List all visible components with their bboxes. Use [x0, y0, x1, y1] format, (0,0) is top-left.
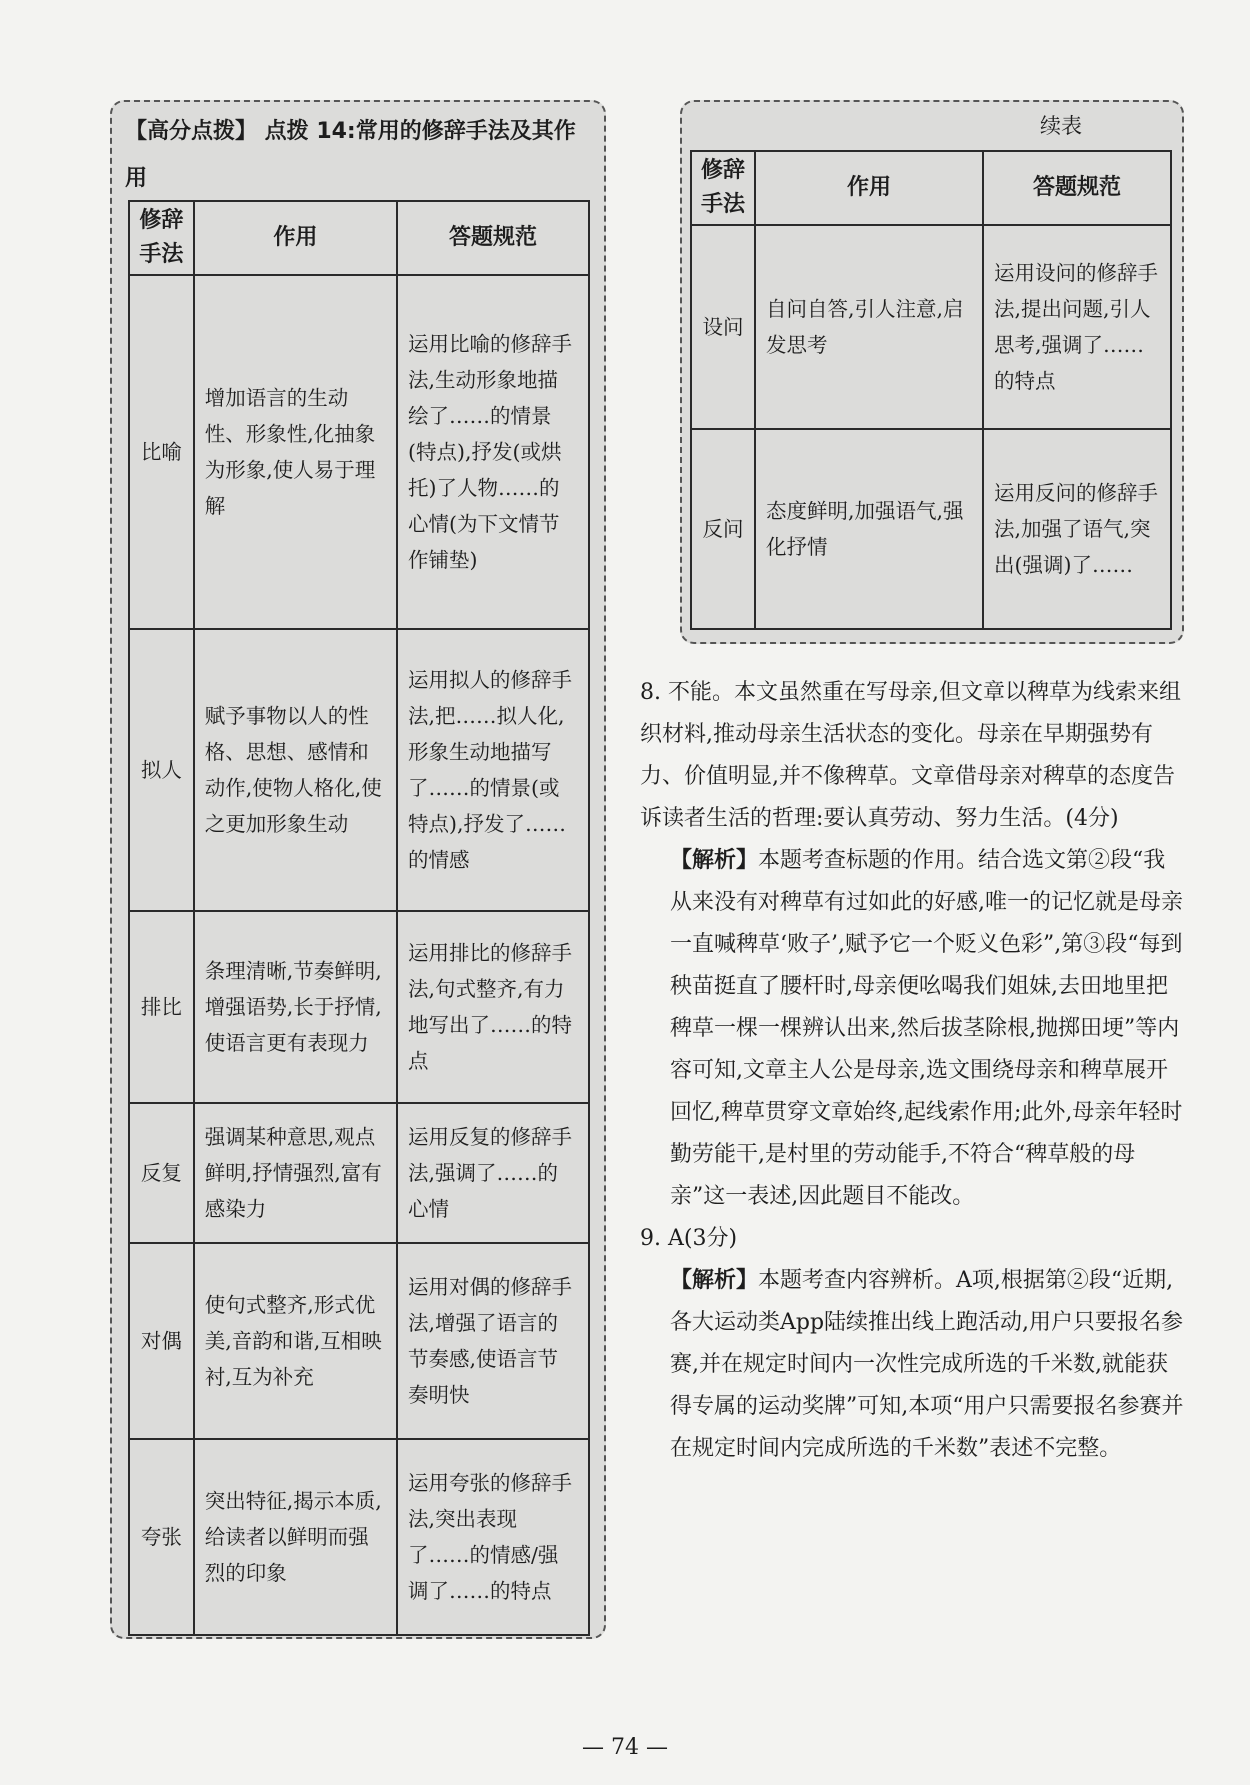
device-effect: 态度鲜明,加强语气,强化抒情 [755, 429, 983, 629]
rhetoric-table-continued [690, 150, 1172, 630]
device-name: 夸张 [129, 1439, 194, 1635]
device-effect: 使句式整齐,形式优美,音韵和谐,互相映衬,互为补充 [194, 1243, 397, 1439]
device-effect: 赋予事物以人的性格、思想、感情和动作,使物人格化,使之更加形象生动 [194, 629, 397, 911]
analysis-tag: 【解析】 [670, 1268, 759, 1293]
table-row [129, 1243, 589, 1439]
answer-9 [640, 1218, 1185, 1260]
device-effect: 自问自答,引人注意,启发思考 [755, 225, 983, 429]
tip-title: 【高分点拨】 点拨 14:常用的修辞手法及其作用 [125, 119, 576, 191]
table-row [129, 911, 589, 1103]
answer-section [640, 672, 1185, 1470]
header-effect: 作用 [755, 151, 983, 225]
device-name: 比喻 [129, 275, 194, 629]
analysis-9 [640, 1260, 1185, 1470]
header-device: 修辞手法 [691, 151, 755, 225]
device-name: 对偶 [129, 1243, 194, 1439]
table-row [129, 1103, 589, 1243]
device-effect: 增加语言的生动性、形象性,化抽象为形象,使人易于理解 [194, 275, 397, 629]
table-row [691, 429, 1171, 629]
question-number: 8. [640, 680, 661, 705]
device-effect: 强调某种意思,观点鲜明,抒情强烈,富有感染力 [194, 1103, 397, 1243]
question-number: 9. [640, 1226, 661, 1251]
header-answer: 答题规范 [983, 151, 1171, 225]
device-effect: 突出特征,揭示本质,给读者以鲜明而强烈的印象 [194, 1439, 397, 1635]
answer-8 [640, 672, 1185, 840]
table-row [129, 1439, 589, 1635]
page-number: — 74 — [582, 1735, 668, 1760]
device-answer: 运用设问的修辞手法,提出问题,引人思考,强调了……的特点 [983, 225, 1171, 429]
device-effect: 条理清晰,节奏鲜明,增强语势,长于抒情,使语言更有表现力 [194, 911, 397, 1103]
table-row [129, 629, 589, 911]
analysis-8 [640, 840, 1185, 1218]
table-row [691, 225, 1171, 429]
analysis-text: 本题考查内容辨析。A项,根据第②段“近期,各大运动类App陆续推出线上跑活动,用户只要报名参赛,并在规定时间内一次性完成所选的千米数,就能获得专属的运动奖牌”可知,本项“用户只需要报名参赛并在规定时间内完成所选的千米数”表述不完整。 [670, 1268, 1184, 1461]
device-answer: 运用排比的修辞手法,句式整齐,有力地写出了……的特点 [397, 911, 589, 1103]
answer-text: 不能。本文虽然重在写母亲,但文章以稗草为线索来组织材料,推动母亲生活状态的变化。母亲在早期强势有力、价值明显,并不像稗草。文章借母亲对稗草的态度告诉读者生活的哲理:要认真劳动、努力生活。(4分) [640, 680, 1181, 831]
table-row [129, 275, 589, 629]
device-name: 拟人 [129, 629, 194, 911]
header-answer: 答题规范 [397, 201, 589, 275]
analysis-text: 本题考查标题的作用。结合选文第②段“我从来没有对稗草有过如此的好感,唯一的记忆就是母亲一直喊稗草‘败子’,赋予它一个贬义色彩”,第③段“每到秧苗挺直了腰杆时,母亲便吆喝我们姐妹,去田地里把稗草一棵一棵辨认出来,然后拔茎除根,抛掷田埂”等内容可知,文章主人公是母亲,选文围绕母亲和稗草展开回忆,稗草贯穿文章始终,起线索作用;此外,母亲年轻时勤劳能干,是村里的劳动能手,不符合“稗草般的母亲”这一表述,因此题目不能改。 [670, 848, 1183, 1209]
device-answer: 运用反问的修辞手法,加强了语气,突出(强调)了…… [983, 429, 1171, 629]
answer-text: A(3分) [668, 1226, 738, 1251]
device-name: 反问 [691, 429, 755, 629]
header-device: 修辞手法 [129, 201, 194, 275]
device-answer: 运用对偶的修辞手法,增强了语言的节奏感,使语言节奏明快 [397, 1243, 589, 1439]
device-name: 反复 [129, 1103, 194, 1243]
device-answer: 运用拟人的修辞手法,把……拟人化,形象生动地描写了……的情景(或特点),抒发了……的情感 [397, 629, 589, 911]
device-name: 设问 [691, 225, 755, 429]
device-answer: 运用比喻的修辞手法,生动形象地描绘了……的情景(特点),抒发(或烘托)了人物……的心情(为下文情节作铺垫) [397, 275, 589, 629]
analysis-tag: 【解析】 [670, 848, 759, 873]
rhetoric-table [128, 200, 590, 1636]
header-effect: 作用 [194, 201, 397, 275]
device-answer: 运用夸张的修辞手法,突出表现了……的情感/强调了……的特点 [397, 1439, 589, 1635]
device-answer: 运用反复的修辞手法,强调了……的心情 [397, 1103, 589, 1243]
device-name: 排比 [129, 911, 194, 1103]
continued-label: 续表 [1040, 114, 1082, 138]
